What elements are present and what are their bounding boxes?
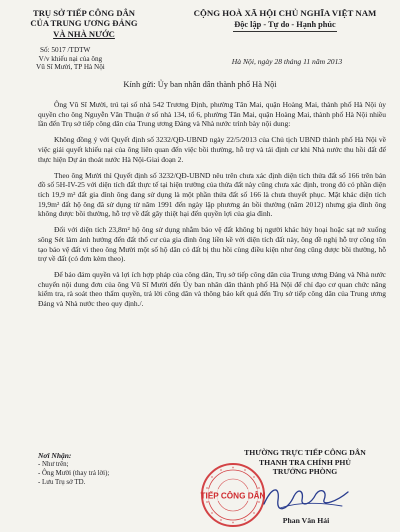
body-paragraph: Để bảo đảm quyền và lợi ích hợp pháp của công dân, Trụ sở tiếp công dân của Trung ương Đảng và Nhà nước chuyển nội dung đơn của ông Vũ Sĩ Mười đến Ủy ban nhân dân thành phố Hà Nội để chỉ đạo cơ quan chức năng kiểm tra, rà soát theo thẩm quyền, trả lời công dân và thông báo kết quả đến Trụ sở tiếp công dân của Trung ương Đảng và Nhà nước theo quy định./. — [38, 270, 386, 309]
document-date: Hà Nội, ngày 28 tháng 11 năm 2013 — [231, 57, 343, 66]
letter-body — [38, 100, 386, 309]
body-paragraph: Ông Vũ Sĩ Mười, trú tại số nhà 542 Trương Định, phường Tân Mai, quận Hoàng Mai, thành phố Hà Nội ủy quyền cho ông Nguyễn Văn Thuận ở số nhà 134, tổ 6, phường Tân Mai, quận Hoàng Mai, thành phố Hà Nội nhiều lần đến Trụ sở tiếp công dân của Trung ương Đảng và Nhà nước trình bày nội dung: — [38, 100, 386, 129]
body-paragraph: Theo ông Mười thì Quyết định số 3232/QĐ-UBND nêu trên chưa xác định diện tích thửa đất số 166 trên bản đồ số 5H-IV-25 với diện tích đất thực tế tại hiện trường của thửa đất này cũng chưa xác định, trong đó có phần diện tích 19,9 m² đất gia đình ông đang sử dụng là một phần thửa đất số 166 là chưa thuyết phục. Mặt khác diện tích 19,9m² đất hộ ông đã sử dụng từ năm 1991 đến ngày lập phương án bồi thường (năm 2012) nhưng gia đình ông không được bồi thường, hỗ trợ về đất gây thiệt hại đến quyền lợi của gia đình. — [38, 170, 386, 219]
body-paragraph: Đối với diện tích 23,8m² hộ ông sử dụng nhằm bảo vệ đất không bị người khác hủy hoại hoặc sạt nở xuống sông Sét làm ảnh hưởng đến đất thổ cư của gia đình ông liền kề với diện tích đất này, ông đề nghị hỗ trợ công tôn tạo bảo vệ đất vì theo ông Mười một số hộ dân có đất bị thu hồi cùng điều kiện như ông cũng được bồi thường, hỗ trợ về đất (có đơn kèm theo). — [38, 225, 386, 264]
signer-name: Phan Văn Hải — [282, 516, 330, 525]
motto-underline — [233, 31, 337, 32]
reference-block — [36, 46, 105, 72]
national-header — [178, 8, 392, 32]
org-line-1: TRỤ SỞ TIẾP CÔNG DÂN — [32, 8, 136, 18]
national-motto: Độc lập - Tự do - Hạnh phúc — [234, 20, 336, 29]
document-number: Số: 5017 /TDTW — [40, 46, 91, 54]
body-paragraph: Không đồng ý với Quyết định số 3232/QĐ-UBND ngày 22/5/2013 của Chủ tịch UBND thành phố Hà Nội về việc giải quyết khiếu nại của ông liên quan đến việc bồi thường, hỗ trợ và tái định cư khi Nhà nước thu hồi đất để thực hiện Dự án thoát nước Hà Nội-Giai đoạn 2. — [38, 135, 386, 164]
nation-name: CỘNG HOÀ XÃ HỘI CHỦ NGHĨA VIỆT NAM — [193, 8, 377, 18]
recipient-item: - Ông Mười (thay trả lời); — [38, 470, 110, 477]
signature-title-1: THƯỜNG TRỰC TIẾP CÔNG DÂN — [244, 448, 366, 457]
recipients-title: Nơi Nhận: — [38, 451, 72, 460]
recipient-item: - Như trên; — [38, 461, 69, 468]
handwritten-signature-icon — [258, 480, 354, 514]
recipients-block — [38, 451, 109, 487]
signature-title-2: THANH TRA CHÍNH PHỦ — [259, 457, 351, 467]
subject-line-2: Vũ Sĩ Mười, TP Hà Nội — [36, 63, 105, 72]
stamp-text: TIẾP CÔNG DÂN — [200, 491, 266, 501]
subject-line-1: V/v khiếu nại của ông — [38, 54, 103, 63]
addressee: Kính gửi: Ủy ban nhân dân thành phố Hà Nội — [123, 80, 277, 89]
signature-title-3: TRƯỞNG PHÒNG — [272, 467, 338, 477]
recipient-item: - Lưu Trụ sở TD. — [38, 479, 86, 486]
issuing-organization — [14, 8, 154, 39]
org-line-3: VÀ NHÀ NƯỚC — [53, 28, 115, 39]
org-line-2: CỦA TRUNG ƯƠNG ĐẢNG — [30, 18, 138, 29]
